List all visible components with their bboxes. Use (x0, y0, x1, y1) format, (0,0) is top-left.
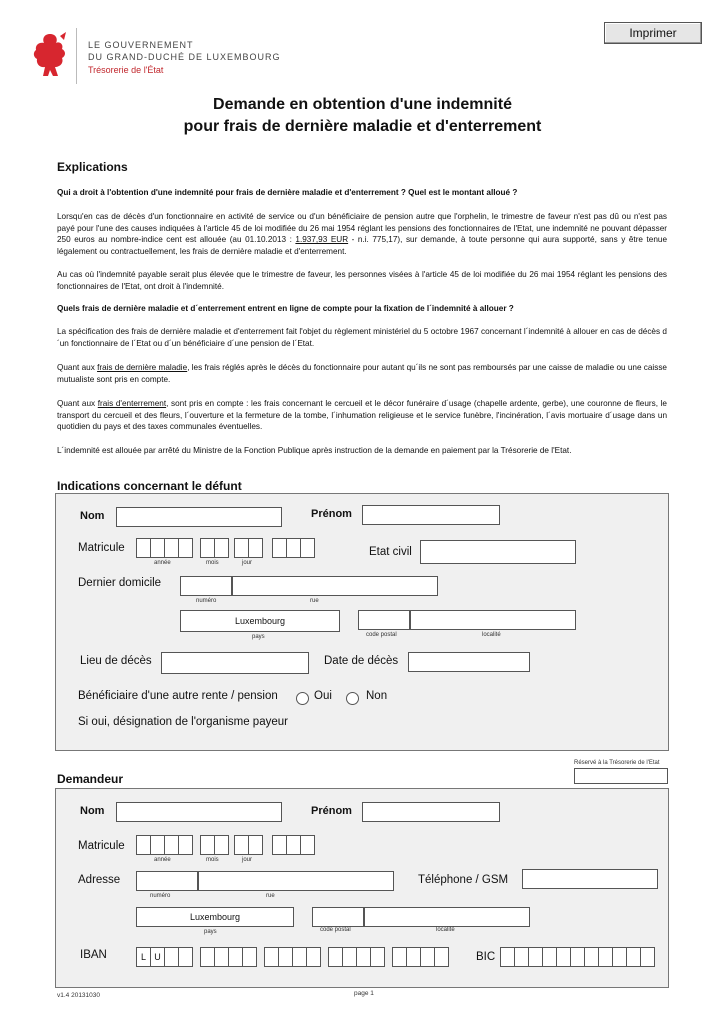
demandeur-rue-input[interactable] (198, 871, 394, 891)
demandeur-nom-input[interactable] (116, 802, 282, 822)
demandeur-pays-input[interactable]: Luxembourg (136, 907, 294, 927)
demandeur-matricule-mois[interactable] (200, 835, 229, 855)
defunt-matricule-annee[interactable] (136, 538, 193, 558)
demandeur-adresse-label: Adresse (78, 874, 121, 886)
demandeur-bic-label: BIC (476, 951, 496, 963)
reserve-label: Réservé à la Trésorerie de l'Etat (574, 760, 660, 766)
demandeur-telephone-label: Téléphone / GSM (418, 874, 509, 886)
label-pays: pays (204, 929, 217, 935)
demandeur-numero-input[interactable] (136, 871, 198, 891)
label-localite: localité (436, 927, 455, 933)
page-title-line2: pour frais de dernière maladie et d'enterrement (183, 118, 542, 135)
defunt-nom-label: Nom (80, 510, 105, 522)
demandeur-matricule-annee[interactable] (136, 835, 193, 855)
iban-group-5[interactable] (392, 947, 449, 967)
page-title-line1: Demande en obtention d'une indemnité (213, 96, 512, 113)
defunt-matricule-suffix[interactable] (272, 538, 315, 558)
demandeur-matricule-jour[interactable] (234, 835, 263, 855)
demandeur-matricule-label: Matricule (78, 840, 125, 852)
iban-country-cells[interactable]: L U (136, 947, 193, 967)
radio-oui-label: Oui (314, 690, 332, 702)
label-code-postal: code postal (320, 927, 351, 933)
demandeur-prenom-input[interactable] (362, 802, 500, 822)
print-button[interactable]: Imprimer (604, 22, 702, 44)
label-mois: mois (206, 560, 219, 566)
defunt-matricule-mois[interactable] (200, 538, 229, 558)
gov-line2: DU GRAND-DUCHÉ DE LUXEMBOURG (88, 52, 281, 62)
label-jour: jour (242, 560, 253, 566)
demandeur-matricule-suffix[interactable] (272, 835, 315, 855)
label-rue: rue (310, 598, 319, 604)
defunt-prenom-input[interactable] (362, 505, 500, 525)
header-divider (76, 28, 77, 84)
iban-group-4[interactable] (328, 947, 385, 967)
defunt-code-postal-input[interactable] (358, 610, 410, 630)
defunt-nom-input[interactable] (116, 507, 282, 527)
demandeur-telephone-input[interactable] (522, 869, 658, 889)
radio-oui[interactable] (296, 692, 309, 705)
paragraph-3: La spécification des frais de dernière maladie et d'enterrement fait l'objet du règlement ministériel du 5 octobre 1967 concernant l´indemnité à allouer en cas de décès d´un fonctionnaire de l´Etat ou d´un bénéficiaire d´une pension de l´Etat. (57, 327, 667, 348)
demandeur-panel (55, 788, 669, 988)
reserve-input[interactable] (574, 768, 668, 784)
defunt-numero-input[interactable] (180, 576, 232, 596)
question-1: Qui a droit à l'obtention d'une indemnité pour frais de dernière maladie et d'enterrement ? Quel est le montant alloué ? (57, 188, 518, 197)
luxembourg-lion-logo (30, 30, 70, 80)
defunt-panel (55, 493, 669, 751)
label-numero: numéro (196, 598, 217, 604)
radio-non-label: Non (366, 690, 388, 702)
iban-group-3[interactable] (264, 947, 321, 967)
defunt-matricule-jour[interactable] (234, 538, 263, 558)
defunt-etat-civil-input[interactable] (420, 540, 576, 564)
label-jour: jour (242, 857, 253, 863)
iban-group-2[interactable] (200, 947, 257, 967)
paragraph-5: Quant aux frais d'enterrement, sont pris en compte : les frais concernant le cercueil et le décor funéraire d´usage (chapelle ardente, gerbe), une couronne de fleurs, le transport du cercueil et des fleurs, l´ouverture et la fermeture de la tombe, l´inhumation religieuse et le service funèbre, l'incinération, l´avis mortuaire d´usage dans un quotidien du pays et des taxes communales éventuelles. (57, 399, 667, 431)
label-annee: année (154, 560, 171, 566)
paragraph-2: Au cas où l'indemnité payable serait plus élevée que le trimestre de faveur, les personnes visées à l'article 45 de loi modifiée du 26 mai 1954 réglant les pensions des fonctionnaires de l'Etat, ont droit à l'indemnité. (57, 270, 667, 291)
demandeur-localite-input[interactable] (364, 907, 530, 927)
defunt-matricule-label: Matricule (78, 542, 125, 554)
defunt-prenom-label: Prénom (311, 508, 352, 520)
defunt-localite-input[interactable] (410, 610, 576, 630)
footer-page: page 1 (354, 990, 374, 997)
gov-line1: LE GOUVERNEMENT (88, 40, 194, 50)
label-mois: mois (206, 857, 219, 863)
label-annee: année (154, 857, 171, 863)
radio-non[interactable] (346, 692, 359, 705)
defunt-date-deces-label: Date de décès (324, 655, 399, 667)
defunt-lieu-deces-input[interactable] (161, 652, 309, 674)
defunt-date-deces-input[interactable] (408, 652, 530, 672)
demandeur-prenom-label: Prénom (311, 805, 352, 817)
paragraph-6: L´indemnité est allouée par arrêté du Ministre de la Fonction Publique après instruction de la demande en paiement par la Trésorerie de l'Etat. (57, 446, 572, 455)
defunt-domicile-label: Dernier domicile (78, 577, 162, 589)
demandeur-iban-label: IBAN (80, 949, 107, 961)
label-code-postal: code postal (366, 632, 397, 638)
defunt-lieu-deces-label: Lieu de décès (80, 655, 152, 667)
defunt-rue-input[interactable] (232, 576, 438, 596)
label-localite: localité (482, 632, 501, 638)
defunt-beneficiaire-label: Bénéficiaire d'une autre rente / pension (78, 690, 278, 702)
defunt-organisme-label: Si oui, désignation de l'organisme payeur (78, 716, 288, 728)
question-2: Quels frais de dernière maladie et d´enterrement entrent en ligne de compte pour la fixation de l´indemnité à allouer ? (57, 304, 514, 313)
paragraph-4: Quant aux frais de dernière maladie, les frais réglés après le décès du fonctionnaire pour autant qu´ils ne sont pas remboursés par une caisse de maladie ou une caisse mutualiste sont pris en compte. (57, 363, 667, 384)
demandeur-nom-label: Nom (80, 805, 105, 817)
label-pays: pays (252, 634, 265, 640)
defunt-etat-civil-label: Etat civil (369, 546, 412, 558)
paragraph-1: Lorsqu'en cas de décès d'un fonctionnaire en activité de service ou d'un bénéficiaire de pension autre que l'orphelin, le trimestre de faveur n'est pas dû ou n'est pas payé pour l'une des causes indiquées à l'article 45 de loi modifiée du 26 mai 1954 réglant les pensions des fonctionnaires de l'Etat, une indemnité ne pouvant dépasser 250 euros au nombre-indice cent est allouée (au 01.10.2013 : 1.937,93 EUR - n.i. 775,17), sur demande, à toute personne qui aura supporté, sans y être tenue légalement ou contractuellement, les frais de dernière maladie et d'enterrement. (57, 212, 668, 256)
label-numero: numéro (150, 893, 171, 899)
footer-version: v1.4 20131030 (57, 992, 101, 999)
demandeur-code-postal-input[interactable] (312, 907, 364, 927)
defunt-heading: Indications concernant le défunt (57, 479, 242, 493)
gov-line3: Trésorerie de l'État (88, 65, 164, 75)
explications-heading: Explications (57, 160, 128, 174)
defunt-pays-input[interactable]: Luxembourg (180, 610, 340, 632)
bic-cells[interactable] (500, 947, 655, 967)
demandeur-heading: Demandeur (57, 772, 124, 786)
label-rue: rue (266, 893, 275, 899)
